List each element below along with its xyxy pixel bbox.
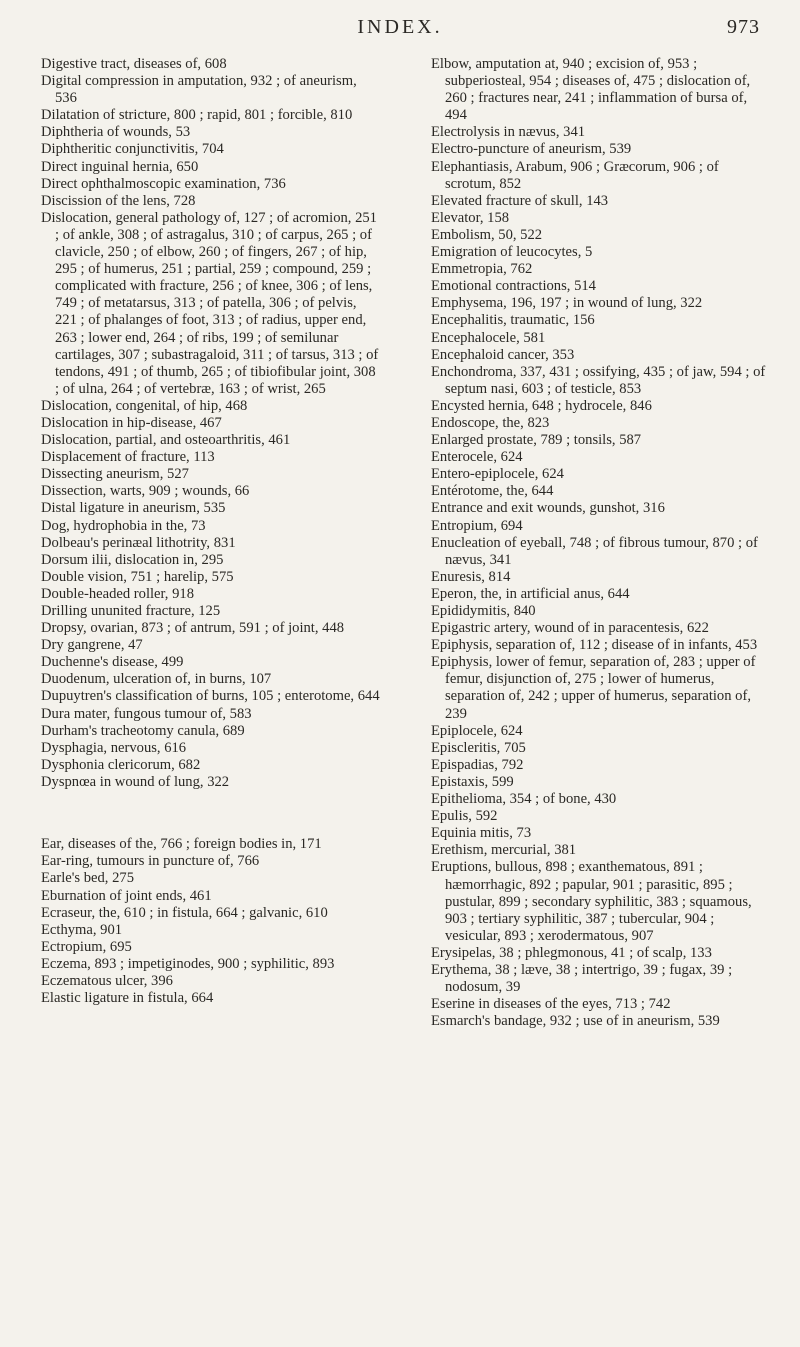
index-entry: Entero-epiplocele, 624 — [431, 466, 564, 483]
index-entry: Encysted hernia, 648 ; hydrocele, 846 — [431, 397, 652, 414]
index-entry: Epididymitis, 840 — [431, 603, 536, 619]
index-entry: Equinia mitis, 73 — [431, 825, 532, 842]
index-entry: Drilling ununited fracture, 125 — [41, 603, 221, 619]
index-entry: Double-headed roller, 918 — [41, 585, 194, 602]
index-entry: Epiphysis, lower of femur, separation of, 283 ; upper of femur, disjunction of, 275 ; lower of humerus, separation of, 242 ; upper of humerus, separation of, 239 — [431, 654, 756, 722]
index-entry: Enterocele, 624 — [431, 449, 523, 466]
index-entry: Durham's tracheotomy canula, 689 — [41, 722, 245, 739]
index-entry: Dislocation, general pathology of, 127 ; of acromion, 251 ; of ankle, 308 ; of astragalus, 310 ; of carpus, 265 ; of clavicle, 250 ; of elbow, 260 ; of fingers, 267 ; of hip, 295 ; of humerus, 251 ; partial, 259 ; compound, 259 ; complicated with fracture, 256 ; of knee, 306 ; of lens, 749 ; of metatarsus, 313 ; of patella, 306 ; of pelvis, 221 ; of phalanges of foot, 313 ; of radius, upper end, 263 ; lower end, 264 ; of ribs, 199 ; of semilunar cartilages, 307 ; subastragaloid, 311 ; of tarsus, 313 ; of tendons, 491 ; of thumb, 265 ; of tibiofibular joint, 308 ; of ulna, 264 ; of vertebræ, 163 ; of wrist, 265 — [41, 209, 379, 397]
index-entry: Eburnation of joint ends, 461 — [41, 887, 212, 904]
index-entry: Elevator, 158 — [431, 209, 510, 226]
index-entry: Dysphagia, nervous, 616 — [41, 739, 187, 756]
running-title: INDEX. — [357, 16, 443, 38]
index-entry: Emmetropia, 762 — [431, 261, 533, 278]
index-entry: Epiphysis, separation of, 112 ; disease of in infants, 453 — [431, 637, 758, 654]
index-entry: Distal ligature in aneurism, 535 — [41, 500, 226, 517]
index-entry: Entropium, 694 — [431, 517, 523, 534]
index-entry: Duchenne's disease, 499 — [41, 654, 184, 671]
index-entry: Elephantiasis, Arabum, 906 ; Græcorum, 906 ; of scrotum, 852 — [431, 158, 719, 192]
index-entry: Dupuytren's classification of burns, 105 ; enterotome, 644 — [41, 688, 380, 705]
index-entry: Elbow, amputation at, 940 ; excision of, 953 ; subperiosteal, 954 ; diseases of, 475 ; dislocation of, 260 ; fractures near, 241 ; inflammation of bursa of, 494 — [431, 56, 751, 124]
index-entry: Dorsum ilii, dislocation in, 295 — [41, 551, 224, 568]
index-entry: Epulis, 592 — [431, 808, 498, 825]
index-entry: Dilatation of stricture, 800 ; rapid, 801 ; forcible, 810 — [41, 107, 353, 124]
index-entry: Ear, diseases of the, 766 ; foreign bodies in, 171 — [41, 836, 322, 853]
index-entry: Dog, hydrophobia in the, 73 — [41, 517, 206, 534]
index-entry: Dolbeau's perinæal lithotrity, 831 — [41, 534, 236, 551]
index-entry: Erythema, 38 ; læve, 38 ; intertrigo, 39 ; fugax, 39 ; nodosum, 39 — [431, 961, 733, 996]
index-entry: Erysipelas, 38 ; phlegmonous, 41 ; of scalp, 133 — [431, 944, 712, 961]
index-entry: Epiplocele, 624 — [431, 722, 523, 739]
index-entry: Eruptions, bullous, 898 ; exanthematous, 891 ; hæmorrhagic, 892 ; papular, 901 ; parasitic, 895 ; pustular, 899 ; secondary syphilitic, 383 ; squamous, 903 ; tertiary syphilitic, 387 ; tubercular, 904 ; vesicular, 893 ; xerodermatous, 907 — [431, 859, 752, 944]
index-entry: Diphtheria of wounds, 53 — [41, 124, 191, 141]
index-entry: Epistaxis, 599 — [431, 773, 514, 790]
index-entry: Earle's bed, 275 — [41, 870, 134, 887]
index-entry: Direct inguinal hernia, 650 — [41, 158, 199, 175]
index-entry: Dislocation, congenital, of hip, 468 — [41, 397, 248, 414]
index-entry: Endoscope, the, 823 — [431, 414, 550, 431]
index-entry: Ecthyma, 901 — [41, 921, 123, 938]
index-entry: Displacement of fracture, 113 — [41, 449, 215, 466]
index-entry: Emphysema, 196, 197 ; in wound of lung, 322 — [431, 295, 703, 312]
index-entry: Digital compression in amputation, 932 ; of aneurism, 536 — [41, 73, 357, 107]
index-entry: Digestive tract, diseases of, 608 — [41, 56, 227, 72]
index-column-left — [41, 56, 381, 1007]
index-entry: Dislocation, partial, and osteoarthritis, 461 — [41, 432, 291, 449]
index-entry: Elastic ligature in fistula, 664 — [41, 990, 214, 1007]
index-entry: Enuresis, 814 — [431, 568, 511, 585]
index-entry: Dislocation in hip-disease, 467 — [41, 414, 222, 431]
letter-section-gap — [41, 806, 381, 822]
index-entry: Eserine in diseases of the eyes, 713 ; 742 — [431, 996, 671, 1013]
index-entry: Dropsy, ovarian, 873 ; of antrum, 591 ; of joint, 448 — [41, 620, 345, 637]
index-entry: Embolism, 50, 522 — [431, 226, 543, 243]
index-entry: Emotional contractions, 514 — [431, 278, 596, 295]
index-entry: Eczema, 893 ; impetiginodes, 900 ; syphilitic, 893 — [41, 955, 335, 972]
index-entry: Epigastric artery, wound of in paracentesis, 622 — [431, 620, 709, 637]
index-entry: Epithelioma, 354 ; of bone, 430 — [431, 791, 617, 808]
index-entry: Diphtheritic conjunctivitis, 704 — [41, 141, 224, 158]
index-column-right — [431, 56, 771, 1030]
index-entry: Ear-ring, tumours in puncture of, 766 — [41, 853, 260, 870]
index-entry: Eperon, the, in artificial anus, 644 — [431, 585, 630, 602]
index-entry: Direct ophthalmoscopic examination, 736 — [41, 175, 286, 192]
index-entry: Eczematous ulcer, 396 — [41, 972, 173, 989]
index-entry: Dissection, warts, 909 ; wounds, 66 — [41, 483, 250, 500]
index-entry: Ecraseur, the, 610 ; in fistula, 664 ; galvanic, 610 — [41, 904, 328, 921]
index-entry: Electro-puncture of aneurism, 539 — [431, 141, 632, 158]
index-entry: Electrolysis in nævus, 341 — [431, 124, 586, 141]
index-entry: Elevated fracture of skull, 143 — [431, 192, 609, 209]
page-number: 973 — [727, 16, 760, 38]
index-entry: Encephalitis, traumatic, 156 — [431, 312, 595, 329]
index-entry: Dissecting aneurism, 527 — [41, 466, 189, 483]
index-entry: Discission of the lens, 728 — [41, 192, 196, 209]
index-entry: Epispadias, 792 — [431, 756, 524, 773]
index-entry: Dysphonia clericorum, 682 — [41, 756, 201, 773]
index-entry: Episcleritis, 705 — [431, 739, 526, 756]
index-entry: Erethism, mercurial, 381 — [431, 842, 577, 859]
index-entry: Dura mater, fungous tumour of, 583 — [41, 705, 252, 722]
index-entry: Dyspnœa in wound of lung, 322 — [41, 773, 230, 790]
index-entry: Duodenum, ulceration of, in burns, 107 — [41, 671, 272, 688]
index-entry: Double vision, 751 ; harelip, 575 — [41, 568, 234, 585]
index-entry: Esmarch's bandage, 932 ; use of in aneurism, 539 — [431, 1013, 720, 1030]
index-entry: Encephaloid cancer, 353 — [431, 346, 575, 363]
index-entry: Enchondroma, 337, 431 ; ossifying, 435 ; of jaw, 594 ; of septum nasi, 603 ; of testicle, 853 — [431, 363, 766, 397]
index-entry: Enlarged prostate, 789 ; tonsils, 587 — [431, 432, 642, 449]
index-entry: Entérotome, the, 644 — [431, 483, 554, 500]
index-entry: Ectropium, 695 — [41, 938, 132, 955]
index-entry: Dry gangrene, 47 — [41, 637, 143, 654]
page-header — [0, 6, 800, 46]
index-entry: Enucleation of eyeball, 748 ; of fibrous tumour, 870 ; of nævus, 341 — [431, 534, 758, 568]
index-entry: Encephalocele, 581 — [431, 329, 546, 346]
index-entry: Entrance and exit wounds, gunshot, 316 — [431, 500, 665, 517]
index-entry: Emigration of leucocytes, 5 — [431, 244, 593, 261]
